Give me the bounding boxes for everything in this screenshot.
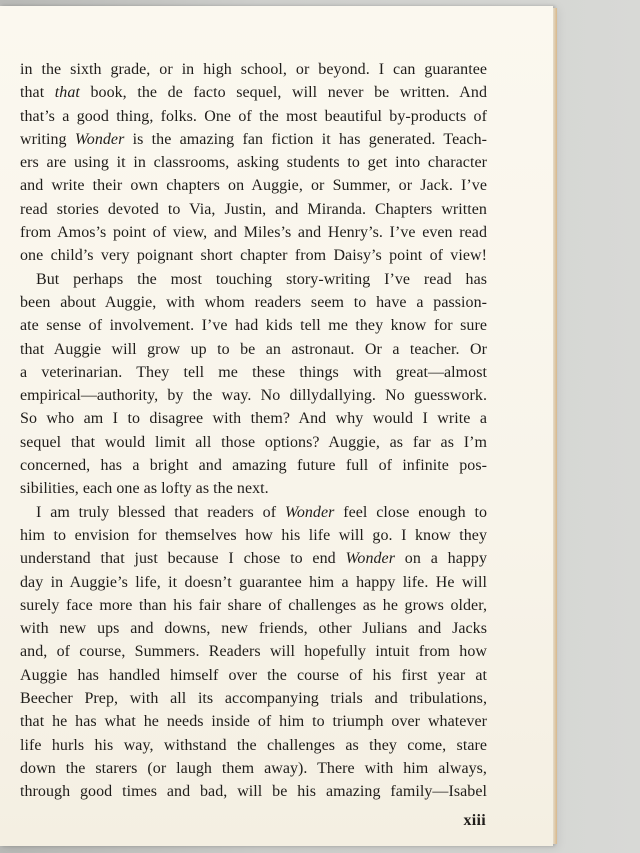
text-line: Auggie has handled himself over the course of his first year at: [20, 666, 487, 684]
text-line: read stories devoted to Via, Justin, and Miranda. Chapters written: [20, 200, 487, 218]
text-line: So who am I to disagree with them? And why would I write a: [20, 410, 487, 428]
text-line: from Amos’s point of view, and Miles’s and Henry’s. I’ve even read: [20, 224, 487, 242]
text-line: down the starers (or laugh them away). There with him always,: [20, 759, 487, 777]
text-line: him to envision for themselves how his life will go. I know they: [20, 526, 487, 544]
text-line: in the sixth grade, or in high school, or beyond. I can guarantee: [20, 61, 487, 78]
emphasized-word: that: [54, 84, 80, 102]
text-line: Beecher Prep, with all its accompanying trials and tribulations,: [20, 690, 487, 708]
text-line: empirical—authority, by the way. No dillydallying. No guesswork.: [20, 387, 487, 405]
text-line: that that book, the de facto sequel, will never be written. And: [20, 84, 487, 102]
text-line: sibilities, each one as lofty as the next.: [20, 480, 269, 498]
text-line: with new ups and downs, new friends, other Julians and Jacks: [20, 620, 487, 638]
text-line: understand that just because I chose to end Wonder on a happy: [20, 550, 487, 568]
emphasized-word: Wonder: [74, 130, 125, 148]
text-line: concerned, has a bright and amazing future full of infinite pos-: [20, 457, 487, 475]
text-line: and write their own chapters on Auggie, or Summer, or Jack. I’ve: [20, 177, 487, 195]
text-line: sequel that would limit all those options? Auggie, as far as I’m: [20, 433, 487, 451]
text-line: and, of course, Summers. Readers will hopefully intuit from how: [20, 643, 487, 661]
text-line: day in Auggie’s life, it doesn’t guarantee him a happy life. He will: [20, 573, 487, 591]
text-line: But perhaps the most touching story-writing I’ve read has: [36, 270, 487, 288]
text-line: ers are using it in classrooms, asking students to get into character: [20, 154, 487, 172]
page-number: xiii: [463, 812, 486, 829]
text-line: through good times and bad, will be his amazing family—Isabel: [20, 783, 487, 801]
text-line: that’s a good thing, folks. One of the most beautiful by-products of: [20, 107, 487, 125]
text-line: that he has what he needs inside of him to triumph over whatever: [20, 713, 487, 731]
text-line: surely face more than his fair share of challenges as he grows older,: [20, 596, 487, 614]
text-line: life hurls his way, withstand the challenges as they come, stare: [20, 736, 487, 754]
emphasized-word: Wonder: [345, 550, 395, 568]
text-line: that Auggie will grow up to be an astronaut. Or a teacher. Or: [20, 340, 487, 358]
text-line: one child’s very poignant short chapter from Daisy’s point of view!: [20, 247, 487, 265]
page-edge: [553, 8, 557, 844]
emphasized-word: Wonder: [284, 503, 335, 521]
book-page: [0, 6, 553, 846]
text-line: writing Wonder is the amazing fan fiction it has generated. Teach-: [20, 130, 487, 148]
text-line: I am truly blessed that readers of Wonder feel close enough to: [36, 503, 487, 521]
text-line: ate sense of involvement. I’ve had kids tell me they know for sure: [20, 317, 487, 335]
body-text: [20, 58, 487, 804]
text-line: been about Auggie, with whom readers seem to have a passion-: [20, 293, 487, 311]
text-line: a veterinarian. They tell me these things with great—almost: [20, 363, 487, 381]
